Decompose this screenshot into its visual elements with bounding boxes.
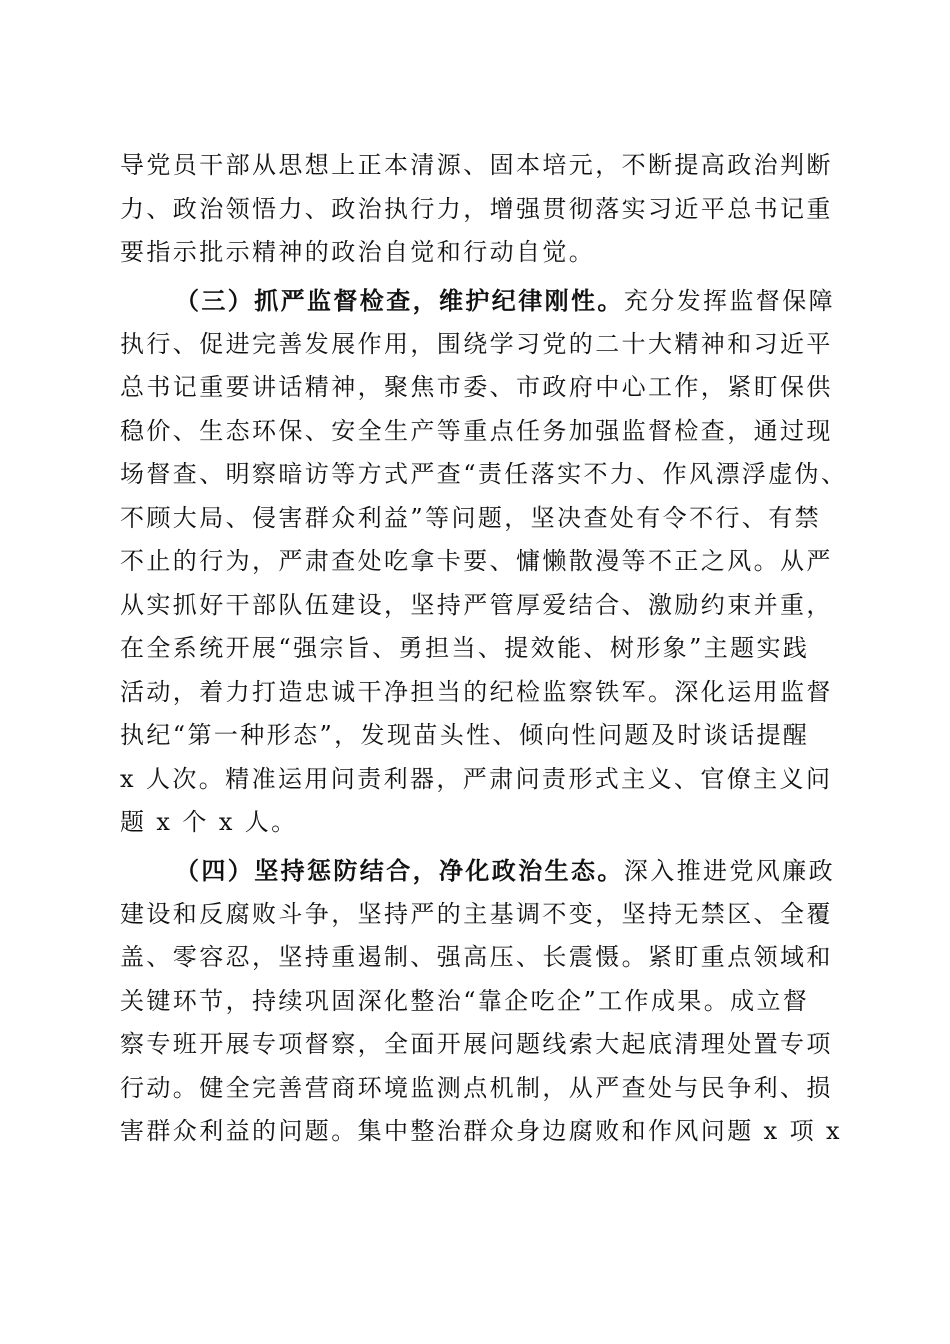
paragraph-section-3 <box>120 279 848 845</box>
text-line: 题 x 个 x 人。 <box>120 808 298 836</box>
text-line: 要指示批示精神的政治自觉和行动自觉。 <box>120 238 596 266</box>
text-line: 关键环节，持续巩固深化整治“靠企吃企”工作成果。成立督 <box>120 986 810 1015</box>
text-line: 行动。健全完善营商环境监测点机制，从严查处与民争利、损 <box>120 1073 833 1102</box>
text-line: 场督查、明察暗访等方式严查“责任落实不力、作风漂浮虚伪、 <box>120 460 848 488</box>
paragraph-continuation <box>120 144 832 275</box>
text-line: 不顾大局、侵害群众利益”等问题，坚决查处有令不行、有禁 <box>120 503 822 532</box>
text-line: 执纪“第一种形态”，发现苗头性、倾向性问题及时谈话提醒 <box>120 721 810 749</box>
text-line: 盖、零容忍，坚持重遏制、强高压、长震慑。紧盯重点领域和 <box>120 943 833 971</box>
text-line: 执行、促进完善发展作用，围绕学习党的二十大精神和习近平 <box>120 329 833 358</box>
paragraph-section-4 <box>120 849 842 1154</box>
text-run: 深入推进党风廉政 <box>623 857 836 885</box>
section-heading: （三）抓严监督检查，维护纪律刚性。 <box>175 286 624 315</box>
text-run: 充分发挥监督保障 <box>623 287 836 315</box>
text-line: 不止的行为，严肃查处吃拿卡要、慵懒散漫等不正之风。从严 <box>120 547 833 575</box>
text-line: 害群众利益的问题。集中整治群众身边腐败和作风问题 x 项 x <box>120 1117 842 1145</box>
text-line: 在全系统开展“强宗旨、勇担当、提效能、树形象”主题实践 <box>120 634 810 662</box>
text-line: 稳价、生态环保、安全生产等重点任务加强监督检查，通过现 <box>120 416 833 445</box>
text-line: 活动，着力打造忠诚干净担当的纪检监察铁军。深化运用监督 <box>120 677 833 706</box>
text-line: 从实抓好干部队伍建设，坚持严管厚爱结合、激励约束并重， <box>120 590 833 619</box>
section-heading: （四）坚持惩防结合，净化政治生态。 <box>175 856 624 885</box>
text-line: 建设和反腐败斗争，坚持严的主基调不变，坚持无禁区、全覆 <box>120 899 833 928</box>
text-line: 力、政治领悟力、政治执行力，增强贯彻落实习近平总书记重 <box>120 194 833 223</box>
section-first-line <box>120 849 836 893</box>
text-line: 察专班开展专项督察，全面开展问题线索大起底清理处置专项 <box>120 1030 833 1058</box>
section-first-line <box>120 279 836 323</box>
text-line: 导党员干部从思想上正本清源、固本培元，不断提高政治判断 <box>120 151 833 179</box>
text-line: x 人次。精准运用问责利器，严肃问责形式主义、官僚主义问 <box>120 764 833 793</box>
text-line: 总书记重要讲话精神，聚焦市委、市政府中心工作，紧盯保供 <box>120 373 833 401</box>
